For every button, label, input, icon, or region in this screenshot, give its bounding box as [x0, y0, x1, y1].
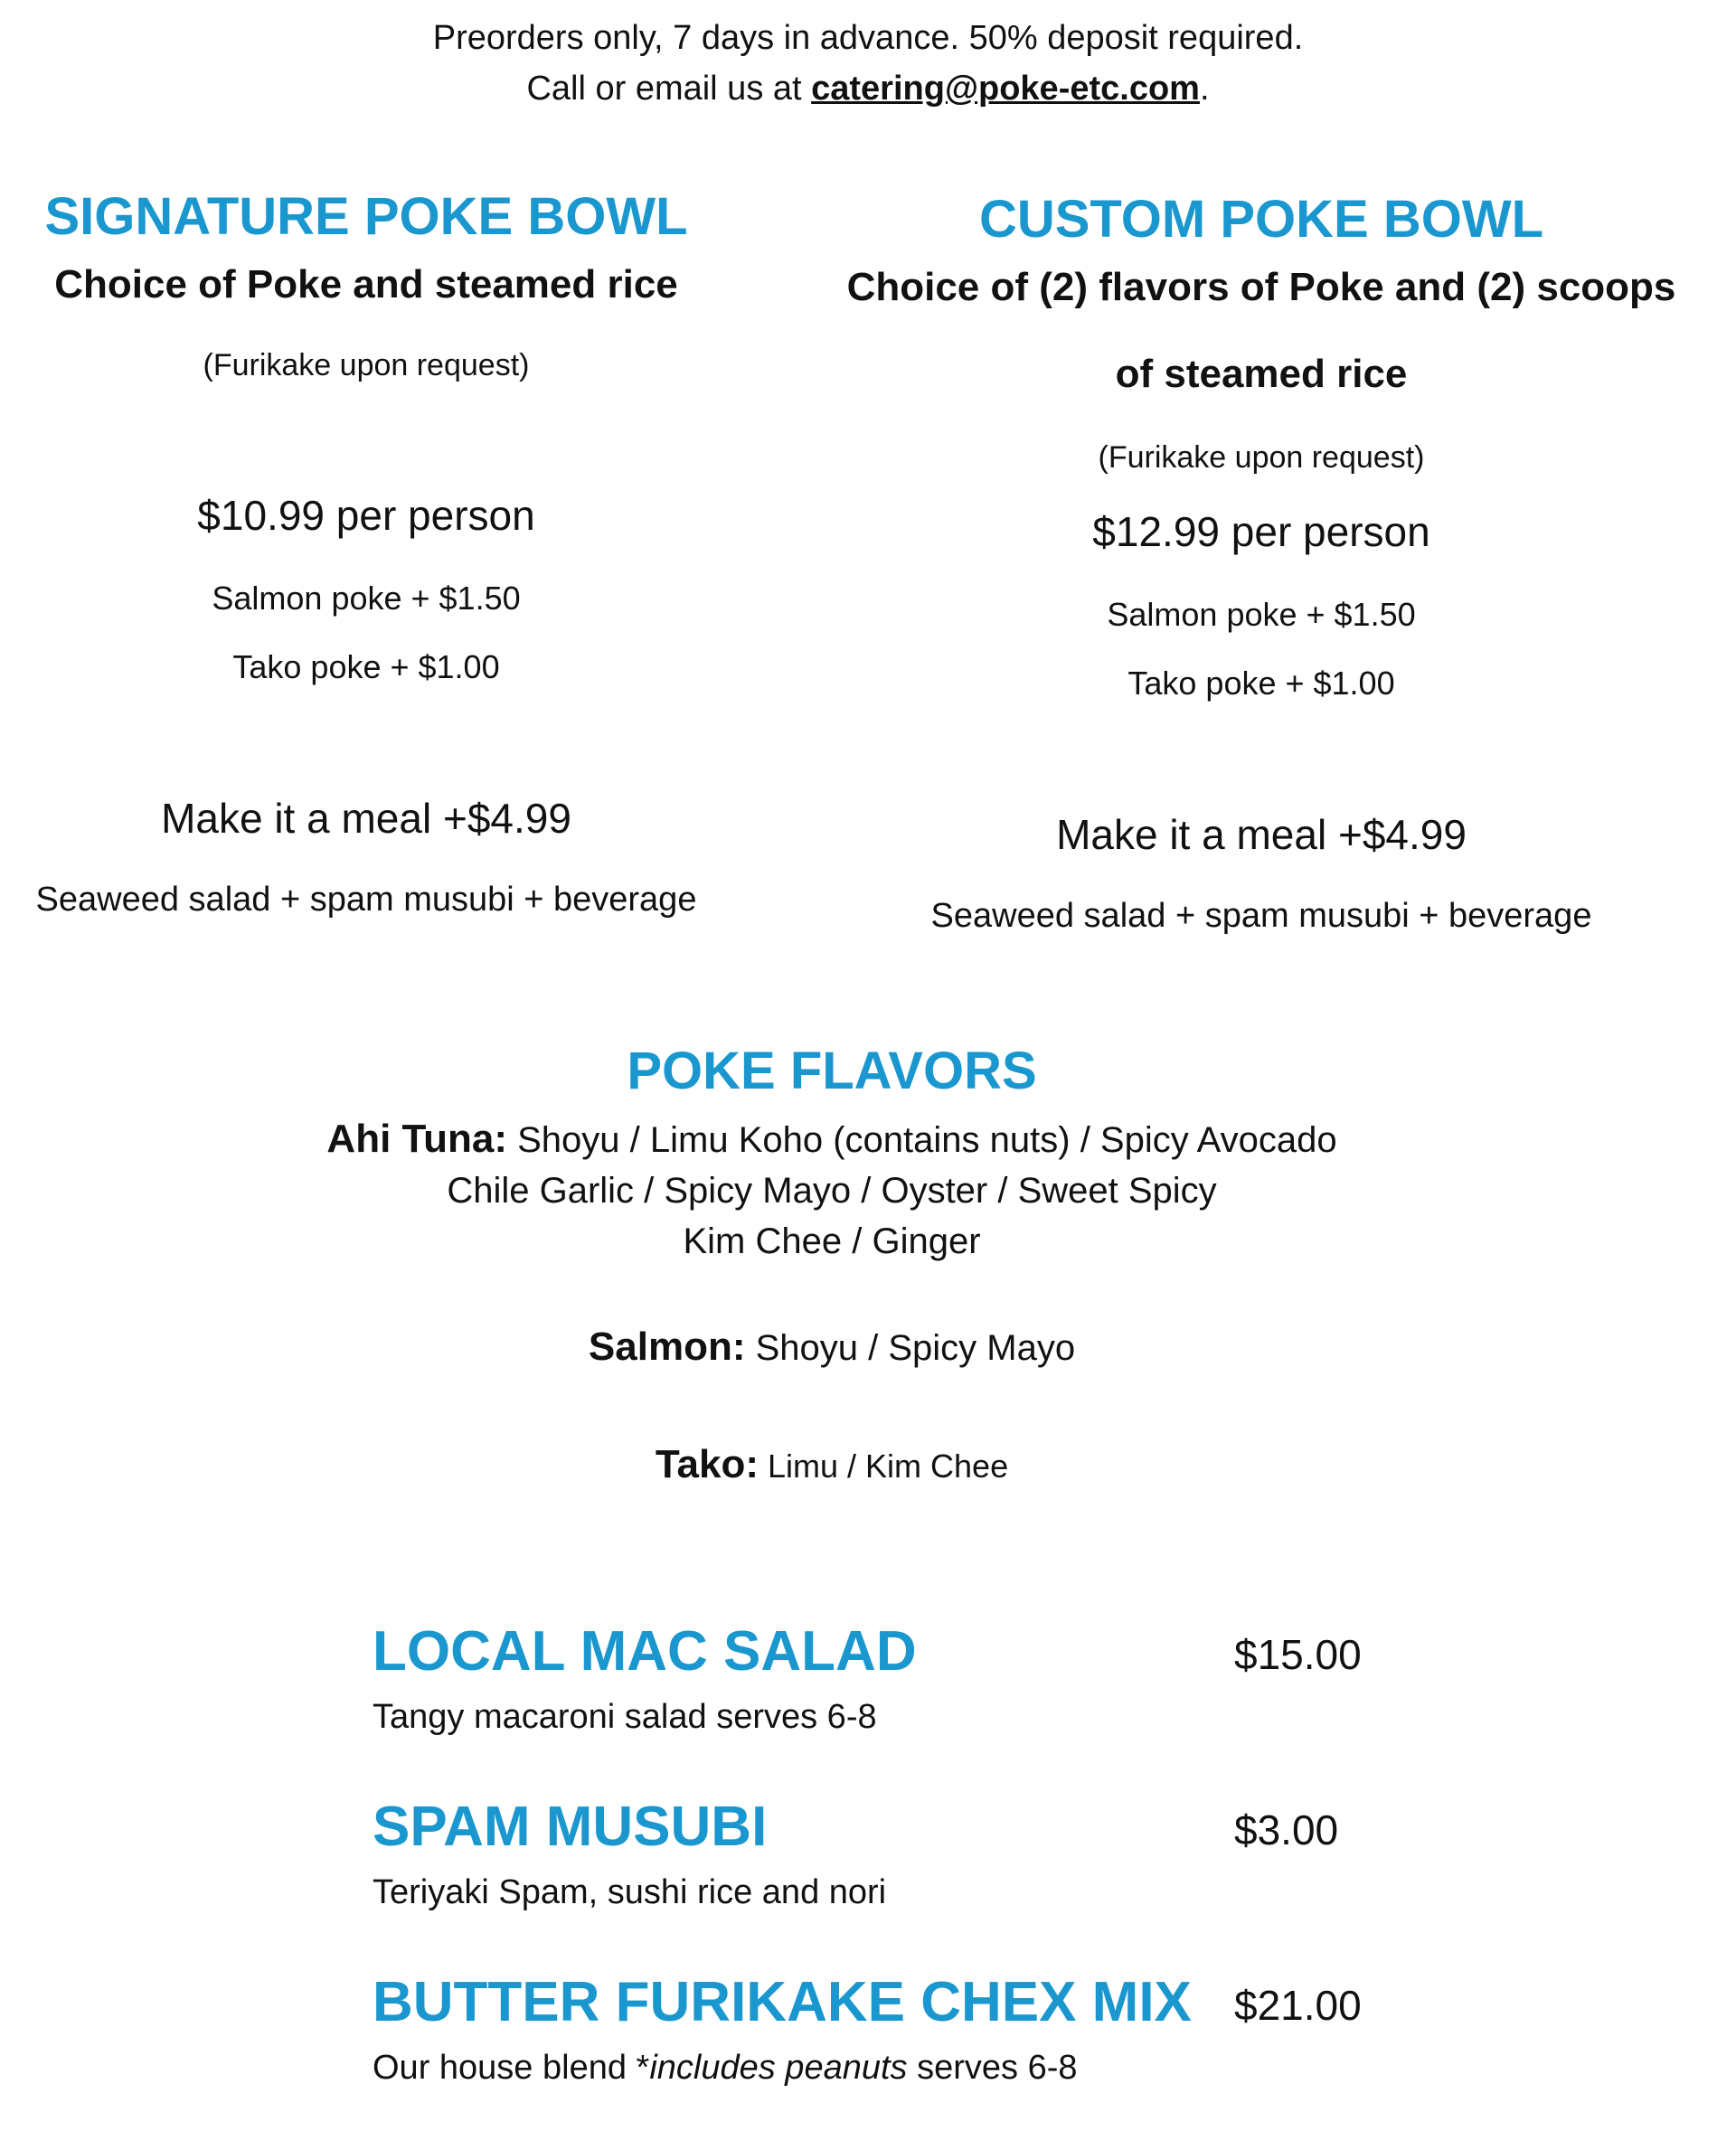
- intro-block: [0, 13, 1736, 114]
- chex-mix-description: [373, 2045, 1078, 2090]
- ahi-tuna-label: Ahi Tuna:: [326, 1117, 508, 1161]
- custom-bowl-title: CUSTOM POKE BOWL: [978, 190, 1544, 249]
- spam-musubi-description: Teriyaki Spam, sushi rice and nori: [373, 1873, 887, 1911]
- signature-bowl-subtitle: Choice of Poke and steamed rice: [54, 262, 678, 306]
- custom-bowl-subtitle-line-1: Choice of (2) flavors of Poke and (2) scoops: [846, 265, 1676, 309]
- signature-salmon-addon: Salmon poke + $1.50: [212, 580, 521, 617]
- mac-salad-description: Tangy macaroni salad serves 6-8: [373, 1698, 877, 1736]
- ahi-tuna-flavors-line-3: Kim Chee / Ginger: [683, 1221, 981, 1261]
- custom-bowl-subtitle-line-2: of steamed rice: [1115, 352, 1408, 396]
- intro-line-2-prefix: Call or email us at: [526, 70, 812, 108]
- ahi-tuna-flavors-line-2: Chile Garlic / Spicy Mayo / Oyster / Sweet Spicy: [447, 1171, 1217, 1211]
- custom-meal-description: Seaweed salad + spam musubi + beverage: [930, 897, 1592, 935]
- custom-bowl-price: $12.99 per person: [1092, 508, 1430, 555]
- mac-salad-name: LOCAL MAC SALAD: [373, 1620, 917, 1683]
- intro-line-2-suffix: .: [1199, 70, 1210, 108]
- catering-email-link[interactable]: catering@poke-etc.com: [811, 70, 1200, 108]
- mac-salad-price: $15.00: [1234, 1631, 1362, 1678]
- custom-salmon-addon: Salmon poke + $1.50: [1107, 596, 1416, 633]
- custom-bowl-note: (Furikake upon request): [1098, 440, 1425, 475]
- custom-tako-addon: Tako poke + $1.00: [1127, 665, 1395, 702]
- chex-mix-allergen-note: includes peanuts: [649, 2049, 908, 2087]
- signature-bowl-title: SIGNATURE POKE BOWL: [44, 187, 688, 246]
- salmon-flavors-text: Shoyu / Spicy Mayo: [745, 1328, 1076, 1368]
- tako-flavors-line: [0, 1439, 1664, 1492]
- signature-meal-upgrade: Make it a meal +$4.99: [161, 795, 571, 842]
- intro-line-2: [0, 63, 1736, 114]
- signature-bowl-price: $10.99 per person: [197, 492, 535, 539]
- ahi-tuna-flavors-line-1: [0, 1114, 1664, 1165]
- chex-mix-description-suffix: serves 6-8: [907, 2049, 1078, 2087]
- custom-meal-upgrade: Make it a meal +$4.99: [1056, 811, 1467, 858]
- signature-bowl-note: (Furikake upon request): [203, 348, 530, 382]
- poke-flavors-title: POKE FLAVORS: [627, 1042, 1037, 1100]
- signature-meal-description: Seaweed salad + spam musubi + beverage: [35, 881, 697, 919]
- tako-label: Tako:: [655, 1442, 759, 1486]
- chex-mix-description-prefix: Our house blend *: [373, 2049, 650, 2087]
- salmon-label: Salmon:: [588, 1325, 746, 1369]
- tako-flavors-text: Limu / Kim Chee: [758, 1447, 1009, 1485]
- intro-line-1: Preorders only, 7 days in advance. 50% deposit required.: [432, 19, 1304, 57]
- spam-musubi-price: $3.00: [1234, 1806, 1339, 1853]
- signature-tako-addon: Tako poke + $1.00: [232, 648, 500, 685]
- chex-mix-name: BUTTER FURIKAKE CHEX MIX: [373, 1971, 1192, 2033]
- salmon-flavors-line: [0, 1322, 1664, 1373]
- ahi-tuna-flavors-text: Shoyu / Limu Koho (contains nuts) / Spicy Avocado: [507, 1120, 1337, 1160]
- spam-musubi-name: SPAM MUSUBI: [373, 1796, 768, 1858]
- chex-mix-price: $21.00: [1234, 1982, 1362, 2029]
